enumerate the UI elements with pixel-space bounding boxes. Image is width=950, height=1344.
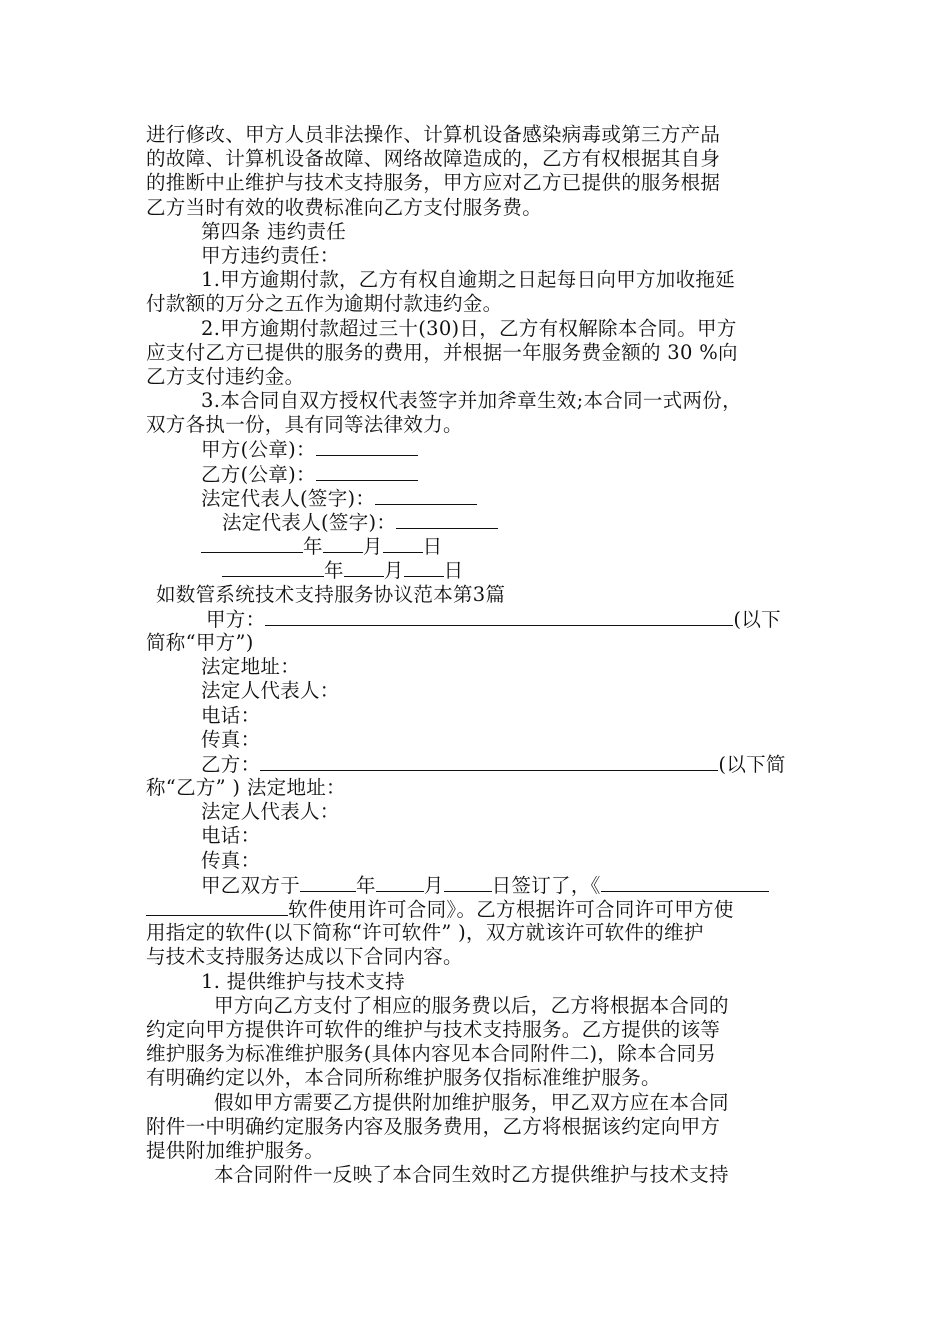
text-line: 的推断中止维护与技术支持服务，甲方应对乙方已提供的服务根据 <box>146 171 721 195</box>
party-a-suffix: (以下 <box>733 607 781 631</box>
text-line: 甲方向乙方支付了相应的服务费以后，乙方将根据本合同的 <box>214 993 729 1017</box>
month-blank <box>376 873 424 892</box>
year-label: 年 <box>324 559 344 583</box>
text-line: 进行修改、甲方人员非法操作、计算机设备感染病毒或第三方产品 <box>146 123 721 146</box>
software-text: 软件使用许可合同》。乙方根据许可合同许可甲方使 <box>288 898 734 921</box>
signature-party-a <box>146 437 808 461</box>
day-blank <box>404 558 444 577</box>
text-line: 维护服务为标准维护服务(具体内容见本合同附件二)，除本合同另 <box>146 1042 717 1066</box>
text-line: 应支付乙方已提供的服务的费用，并根据一年服务费金额的 30 %向 <box>146 340 738 364</box>
signature-blank <box>316 437 418 456</box>
text-line: 乙方当时有效的收费标准向乙方支付服务费。 <box>146 195 543 219</box>
signed-suffix: 日签订了，《 <box>491 873 601 897</box>
text-line: 用指定的软件(以下简称“许可软件” )，双方就该许可软件的维护 <box>146 921 704 945</box>
text-line: 假如甲方需要乙方提供附加维护服务，甲乙双方应在本合同 <box>214 1090 729 1114</box>
text-line: 提供附加维护服务。 <box>146 1138 325 1162</box>
party-b-line <box>146 752 808 776</box>
article-4-title: 第四条 违约责任 <box>201 219 347 243</box>
party-a-abbr: 简称“甲方”) <box>146 630 254 654</box>
software-line <box>146 897 808 921</box>
party-b-blank <box>260 752 718 771</box>
text-line: 3.本合同自双方授权代表签字并加斧章生效;本合同一式两份， <box>201 389 742 413</box>
party-b-label: 乙方： <box>201 752 261 776</box>
text-line: 附件一中明确约定服务内容及服务费用，乙方将根据该约定向甲方 <box>146 1114 721 1138</box>
text-line: 乙方支付违约金。 <box>146 364 305 388</box>
month-label: 月 <box>362 535 383 559</box>
date-line <box>146 534 808 558</box>
year-blank <box>300 873 356 892</box>
signature-party-b <box>146 462 808 486</box>
signature-label: 法定代表人(签字)： <box>222 511 397 534</box>
party-b-suffix: (以下简 <box>718 752 786 776</box>
text-line: 双方各执一份，具有同等法律效力。 <box>146 413 463 437</box>
day-label: 日 <box>443 559 464 583</box>
signature-label: 乙方(公章)： <box>201 462 316 486</box>
year-label: 年 <box>303 535 323 559</box>
text-line: 有明确约定以外，本合同所称维护服务仅指标准维护服务。 <box>146 1066 661 1090</box>
section-1-title: 1. 提供维护与技术支持 <box>201 969 405 993</box>
month-blank <box>323 534 363 553</box>
signed-prefix: 甲乙双方于 <box>201 873 301 897</box>
year-label: 年 <box>356 873 376 897</box>
signature-blank <box>396 510 498 529</box>
article-3-title: 如数管系统技术支持服务协议范本第3篇 <box>156 582 506 606</box>
fax-b: 传真： <box>201 848 261 872</box>
day-blank <box>444 873 492 892</box>
party-a-line <box>146 607 808 631</box>
phone-a: 电话： <box>201 703 261 727</box>
signature-blank <box>375 486 477 505</box>
year-blank <box>201 534 303 553</box>
signed-date-line <box>146 873 808 897</box>
month-label: 月 <box>383 559 404 583</box>
signature-label: 甲方(公章)： <box>201 438 316 462</box>
text-line: 与技术支持服务达成以下合同内容。 <box>146 945 463 969</box>
text-line: 1.甲方逾期付款，乙方有权自逾期之日起每日向甲方加收拖延 <box>201 268 736 292</box>
party-a-label: 甲方： <box>206 607 266 631</box>
fax-a: 传真： <box>201 727 261 751</box>
contract-name-blank <box>601 873 769 892</box>
date-line <box>146 558 808 582</box>
representative-a <box>146 486 808 510</box>
party-b-abbr: 称“乙方” ) 法定地址： <box>146 776 346 800</box>
legal-rep-a: 法定人代表人： <box>201 679 340 703</box>
year-blank <box>222 558 324 577</box>
text-line: 约定向甲方提供许可软件的维护与技术支持服务。乙方提供的该等 <box>146 1017 721 1041</box>
text-line: 本合同附件一反映了本合同生效时乙方提供维护与技术支持 <box>214 1163 729 1187</box>
party-a-liability-heading: 甲方违约责任： <box>201 243 340 267</box>
text-line: 付款额的万分之五作为逾期付款违约金。 <box>146 292 503 316</box>
month-label: 月 <box>423 873 444 897</box>
month-blank <box>344 558 384 577</box>
representative-b <box>146 510 808 534</box>
phone-b: 电话： <box>201 824 261 848</box>
text-line: 的故障、计算机设备故障、网络故障造成的，乙方有权根据其自身 <box>146 147 721 171</box>
software-name-blank <box>146 897 288 916</box>
day-label: 日 <box>422 535 443 559</box>
legal-address-a: 法定地址： <box>201 655 301 679</box>
signature-blank <box>316 462 418 481</box>
legal-rep-b: 法定人代表人： <box>201 800 340 824</box>
day-blank <box>383 534 423 553</box>
party-a-blank <box>265 607 733 626</box>
document-page <box>146 123 808 1187</box>
signature-label: 法定代表人(签字)： <box>201 486 376 510</box>
text-line: 2.甲方逾期付款超过三十(30)日，乙方有权解除本合同。甲方 <box>201 316 737 340</box>
